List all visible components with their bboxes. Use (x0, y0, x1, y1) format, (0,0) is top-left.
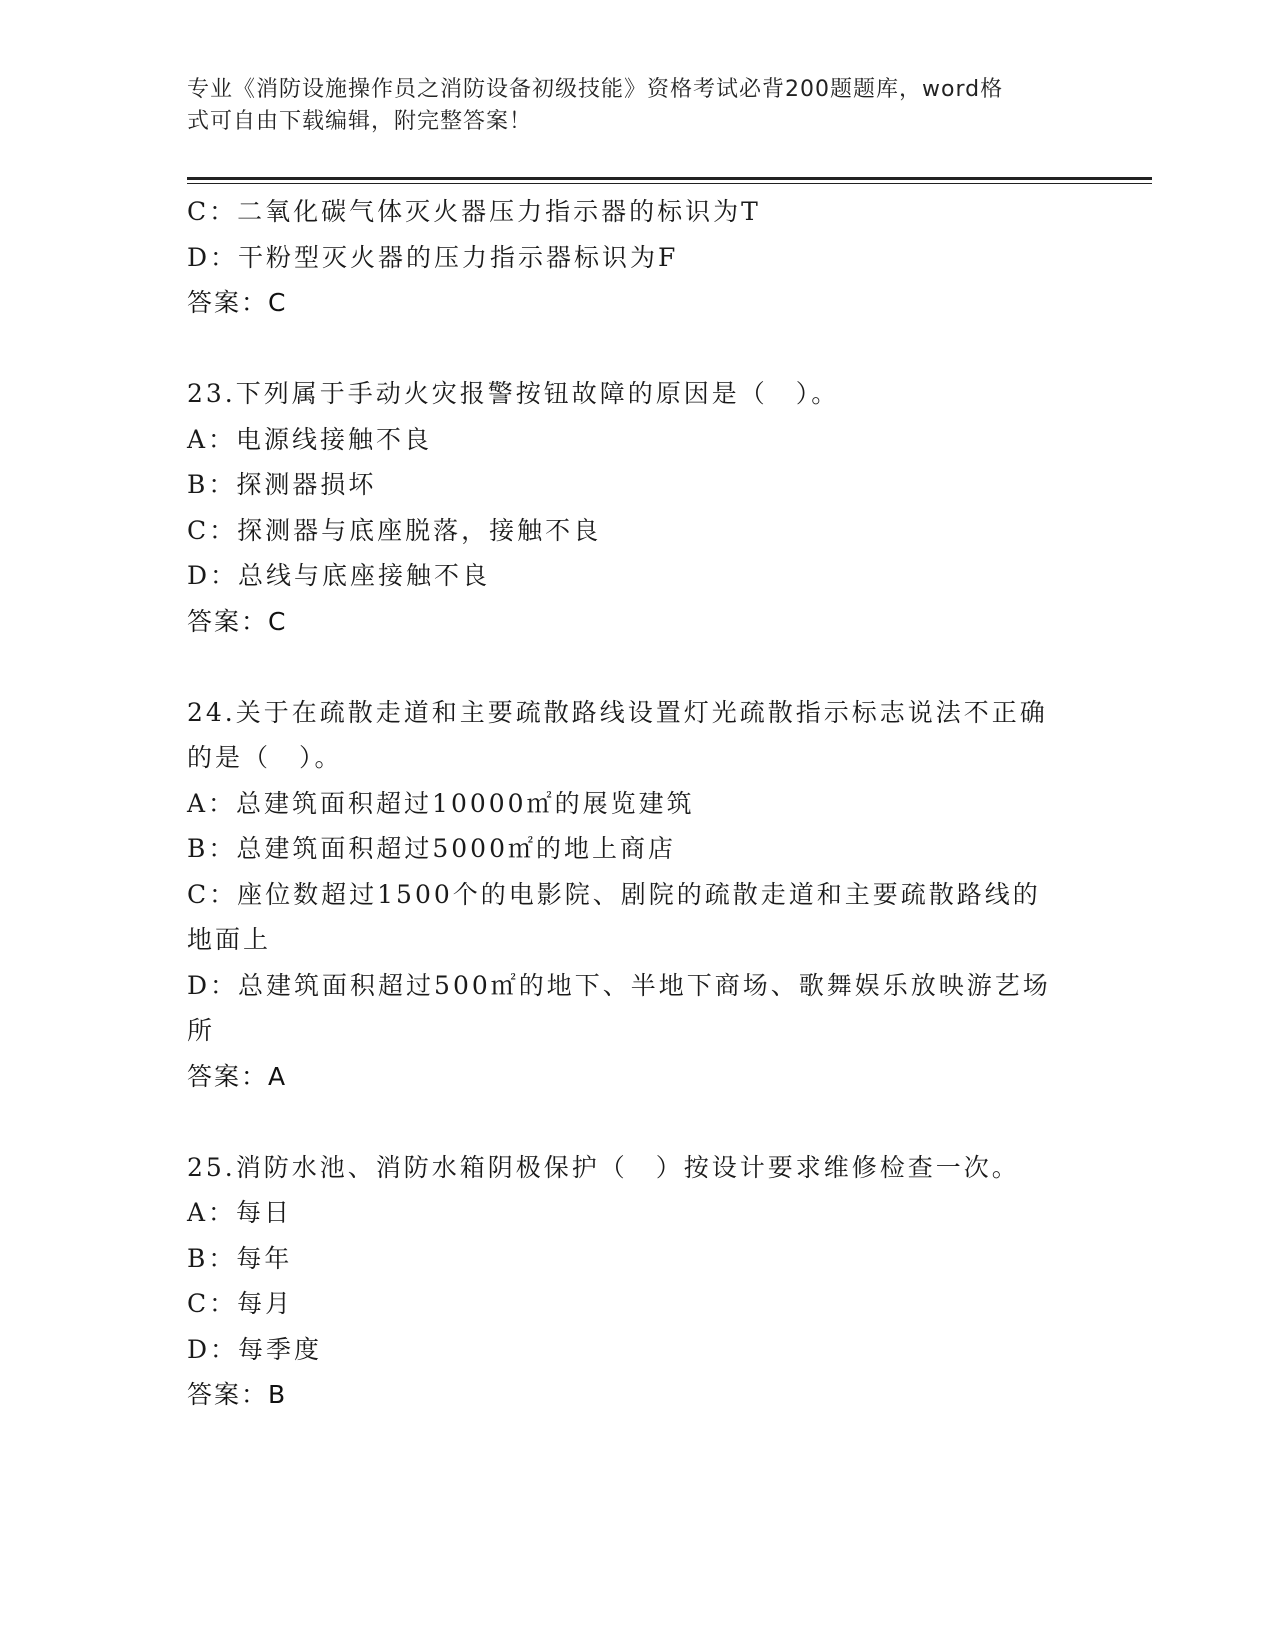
header-line-1: 专业《消防设施操作员之消防设备初级技能》资格考试必背200题题库，word格 (187, 77, 1004, 102)
question-stem-continued: 的是（ ）。 (187, 743, 343, 772)
option-d-continued: 所 (187, 1016, 216, 1045)
question-23 (187, 371, 1087, 644)
header-divider-thick (187, 177, 1152, 180)
spacer (187, 644, 1087, 690)
spacer (187, 326, 1087, 372)
answer-label: 答案：A (187, 1061, 288, 1091)
option-c-continued: 地面上 (187, 925, 272, 954)
option-a: A：电源线接触不良 (187, 424, 433, 454)
spacer (187, 1099, 1087, 1145)
document-header (187, 74, 1067, 138)
option-b: B：总建筑面积超过5000㎡的地上商店 (187, 834, 676, 863)
question-stem: 24.关于在疏散走道和主要疏散路线设置灯光疏散指示标志说法不正确 (187, 697, 1048, 727)
question-25 (187, 1145, 1087, 1418)
option-d: D：总建筑面积超过500㎡的地下、半地下商场、歌舞娱乐放映游艺场 (187, 970, 1051, 1000)
answer-label: 答案：C (187, 606, 288, 636)
option-c: C：二氧化碳气体灭火器压力指示器的标识为T (187, 197, 761, 226)
header-line-2: 式可自由下载编辑，附完整答案！ (187, 109, 533, 134)
header-divider-thin (187, 183, 1152, 184)
option-a: A：总建筑面积超过10000㎡的展览建筑 (187, 788, 695, 818)
option-d: D：每季度 (187, 1334, 323, 1364)
option-c: C：每月 (187, 1289, 294, 1318)
answer-label: 答案：C (187, 288, 288, 317)
option-a: A：每日 (187, 1198, 293, 1227)
question-stem: 23.下列属于手动火灾报警按钮故障的原因是（ ）。 (187, 379, 840, 408)
question-stem: 25.消防水池、消防水箱阴极保护（ ）按设计要求维修检查一次。 (187, 1152, 1020, 1182)
question-22-tail (187, 189, 1087, 326)
option-c: C：探测器与底座脱落，接触不良 (187, 515, 602, 545)
answer-label: 答案：B (187, 1380, 288, 1409)
option-b: B：每年 (187, 1243, 293, 1273)
question-24 (187, 690, 1087, 1100)
option-d: D：干粉型灭火器的压力指示器标识为F (187, 242, 679, 272)
option-b: B：探测器损坏 (187, 470, 377, 499)
question-list (187, 189, 1087, 1418)
option-c: C：座位数超过1500个的电影院、剧院的疏散走道和主要疏散路线的 (187, 879, 1041, 909)
option-d: D：总线与底座接触不良 (187, 561, 491, 590)
